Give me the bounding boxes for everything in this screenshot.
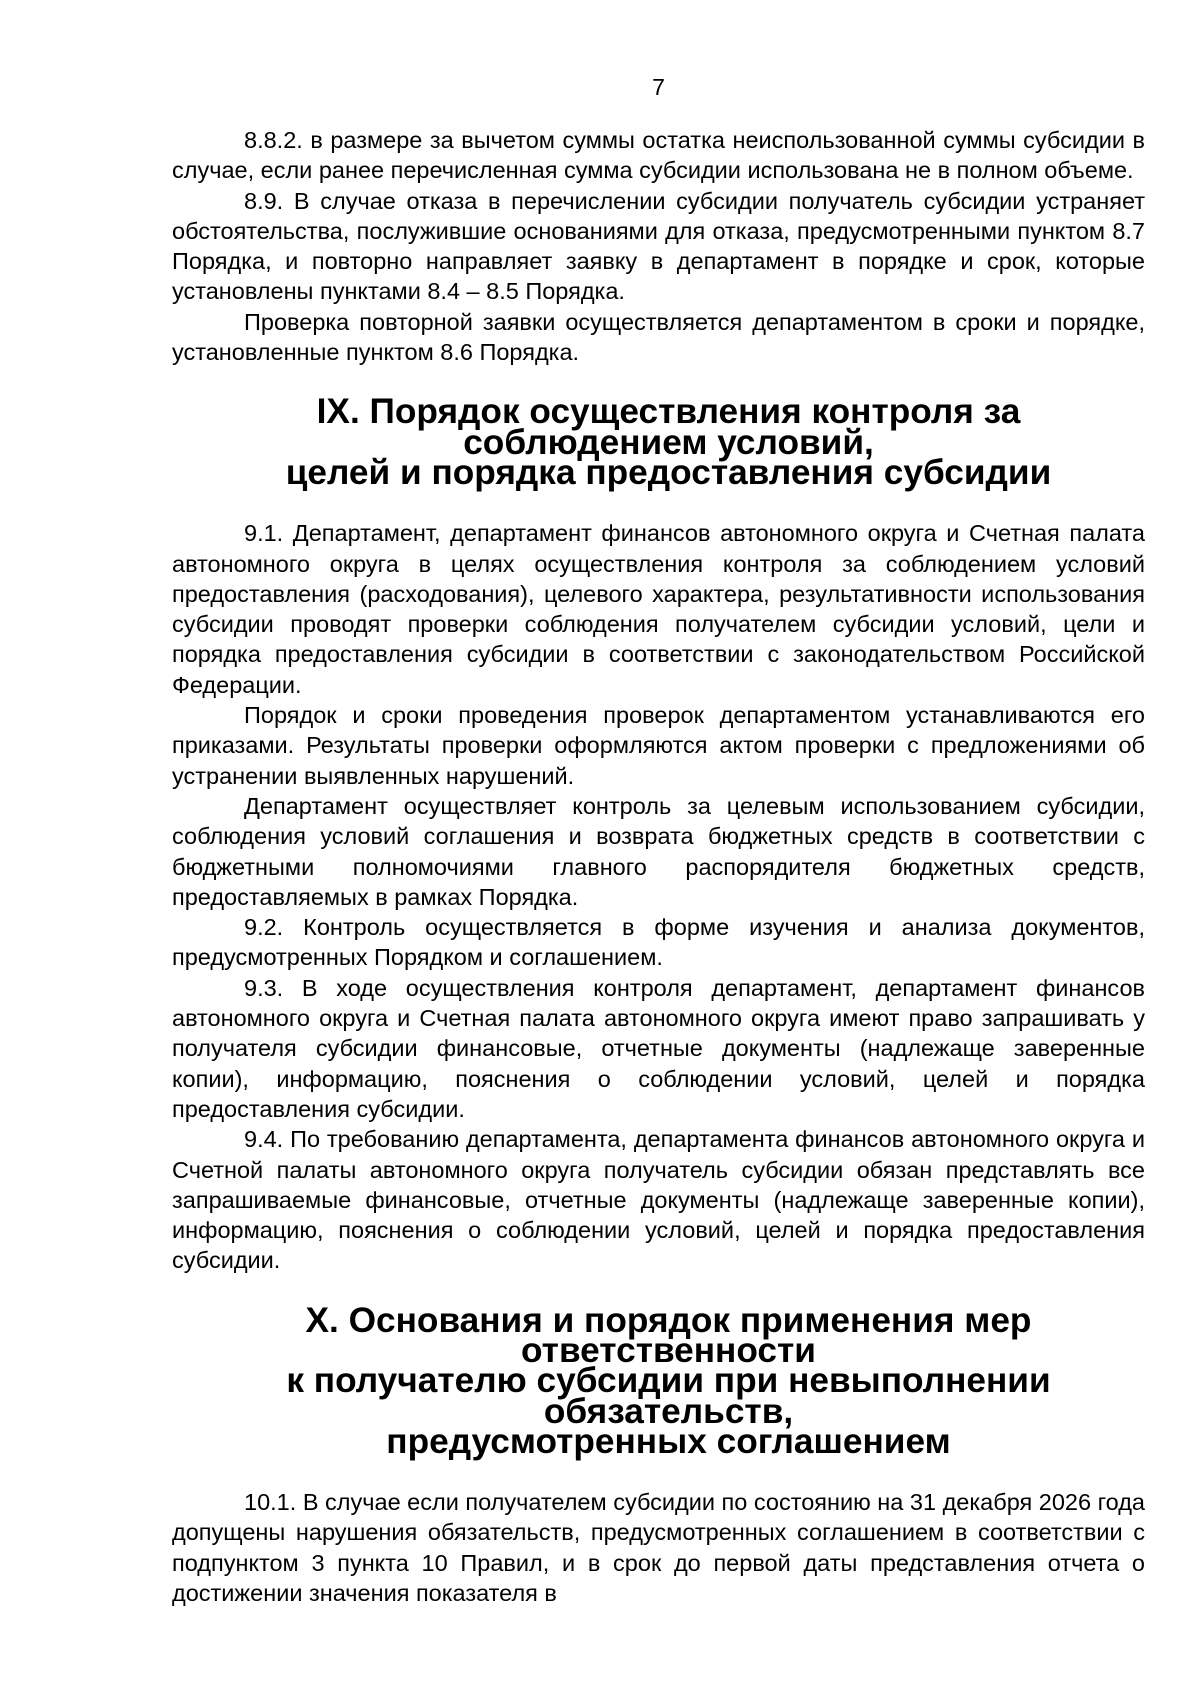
paragraph-9-3: 9.3. В ходе осуществления контроля департамент, департамент финансов автономного округа и Счетная палата автономного округа имеют право запрашивать у получателя субсидии финансовые, отчетные документы (надлежаще заверенные копии), информацию, пояснения о соблюдении условий, целей и порядка предоставления субсидии. bbox=[172, 974, 1145, 1122]
section-x-heading bbox=[172, 1300, 1145, 1461]
paragraph-9-2: 9.2. Контроль осуществляется в форме изучения и анализа документов, предусмотренных Порядком и соглашением. bbox=[172, 914, 1145, 971]
paragraph-repeat-check: Проверка повторной заявки осуществляется департаментом в сроки и порядке, установленные пунктом 8.6 Порядка. bbox=[172, 308, 1145, 366]
paragraph-8-9: 8.9. В случае отказа в перечислении субсидии получатель субсидии устраняет обстоятельства, послужившие основаниями для отказа, предусмотренными пунктом 8.7 Порядка, и повторно направляет заявку в департамент в порядке и срок, которые установлены пунктами 8.4 – 8.5 Порядка. bbox=[172, 187, 1145, 305]
section-x-heading-line: X. Основания и порядок применения мер ответственности bbox=[305, 1300, 1032, 1370]
paragraph-10-1: 10.1. В случае если получателем субсидии по состоянию на 31 декабря 2026 года допущены нарушения обязательств, предусмотренных соглашением в соответствии с подпунктом 3 пункта 10 Правил, и в срок до первой даты представления отчета о достижении значения показателя в bbox=[172, 1489, 1145, 1607]
paragraph-9-1: 9.1. Департамент, департамент финансов автономного округа и Счетная палата автономного округа в целях осуществления контроля за соблюдением условий предоставления (расходования), целевого характера, результативности использования субсидии проводят проверки соблюдения получателем субсидии условий, цели и порядка предоставления субсидии в соответствии с законодательством Российской Федерации. bbox=[172, 520, 1145, 698]
section-x-heading-line: предусмотренных соглашением bbox=[386, 1421, 951, 1461]
section-ix-heading bbox=[172, 392, 1145, 492]
paragraph-9-4: 9.4. По требованию департамента, департамента финансов автономного округа и Счетной палаты автономного округа получатель субсидии обязан представлять все запрашиваемые финансовые, отчетные документы (надлежаще заверенные копии), информацию, пояснения о соблюдении условий, целей и порядка предоставления субсидии. bbox=[172, 1126, 1145, 1274]
paragraph-8-8-2: 8.8.2. в размере за вычетом суммы остатка неиспользованной суммы субсидии в случае, если ранее перечисленная сумма субсидии использована не в полном объеме. bbox=[172, 127, 1145, 184]
paragraph-9-1-order: Порядок и сроки проведения проверок департаментом устанавливаются его приказами. Результаты проверки оформляются актом проверки с предложениями об устранении выявленных нарушений. bbox=[172, 702, 1145, 789]
paragraph-9-1-control: Департамент осуществляет контроль за целевым использованием субсидии, соблюдения условий соглашения и возврата бюджетных средств в соответствии с бюджетными полномочиями главного распорядителя бюджетных средств, предоставляемых в рамках Порядка. bbox=[172, 792, 1145, 910]
document-body bbox=[172, 125, 1145, 1608]
page-number: 7 bbox=[652, 74, 665, 100]
section-x-heading-line: к получателю субсидии при невыполнении обязательств, bbox=[286, 1361, 1051, 1431]
section-ix-heading-line: целей и порядка предоставления субсидии bbox=[285, 452, 1052, 492]
section-ix-heading-line: IX. Порядок осуществления контроля за соблюдением условий, bbox=[316, 392, 1021, 462]
